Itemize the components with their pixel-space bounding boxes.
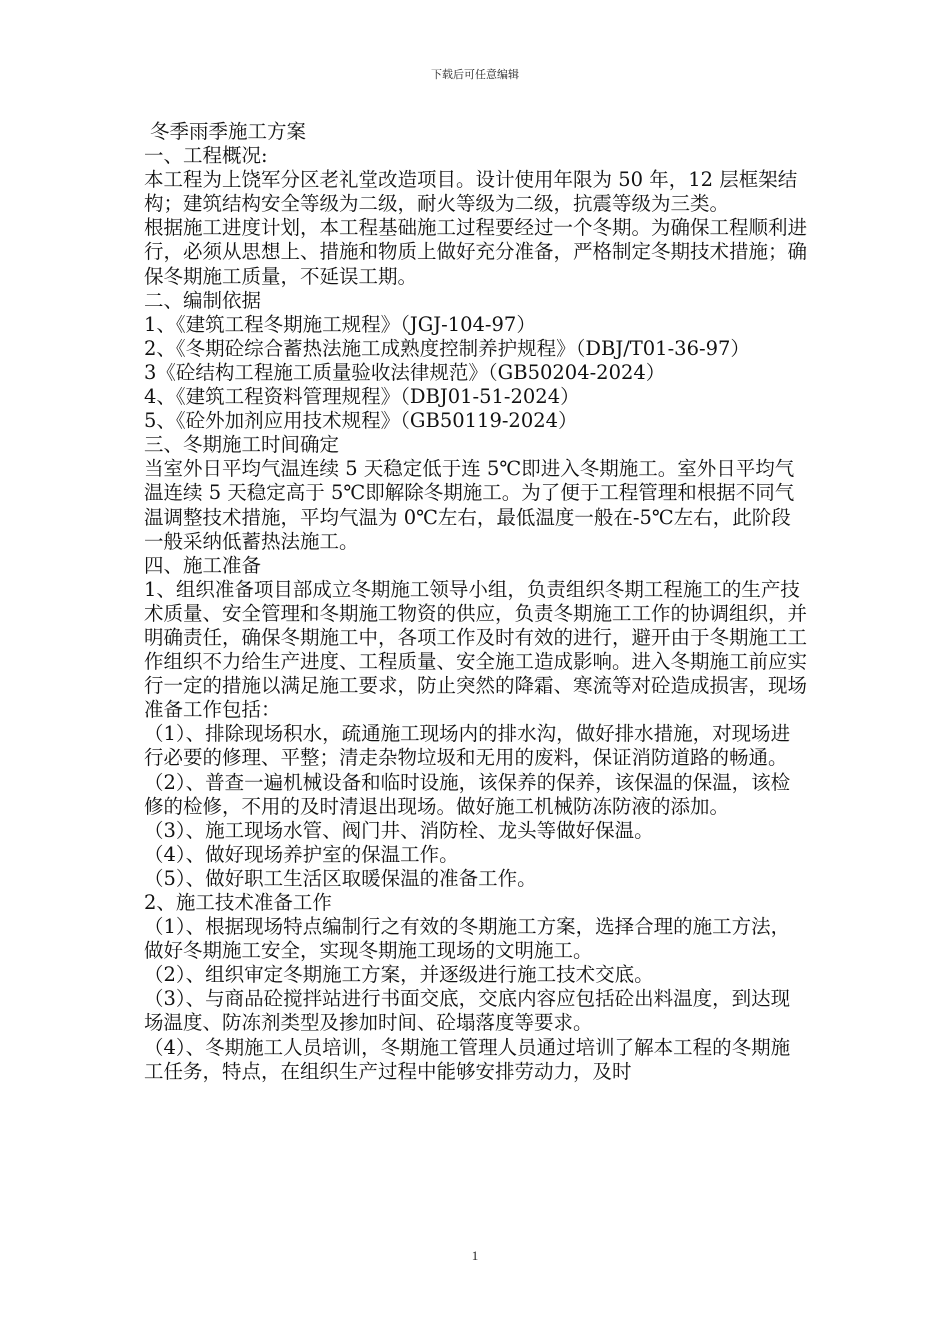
section-heading: 一、工程概况: [144, 144, 268, 168]
section-heading: 四、施工准备 [144, 553, 262, 577]
page-number: 1 [471, 1248, 479, 1263]
list-item: （3）、与商品砼搅拌站进行书面交底，交底内容应包括砼出料温度，到达现场温度、防冻剂类型及掺加时间、砼塌落度等要求。 [144, 987, 791, 1035]
list-item: （5）、做好职工生活区取暖保温的准备工作。 [144, 866, 537, 890]
list-item: （1）、根据现场特点编制行之有效的冬期施工方案，选择合理的施工方法，做好冬期施工安全，实现冬期施工现场的文明施工。 [144, 915, 791, 963]
list-item: （4）、冬期施工人员培训，冬期施工管理人员通过培训了解本工程的冬期施工任务，特点，在组织生产过程中能够安排劳动力，及时 [144, 1035, 791, 1083]
list-item: （2）、普查一遍机械设备和临时设施，该保养的保养，该保温的保温，该检修的检修，不用的及时清退出现场。做好施工机械防冻防液的添加。 [144, 770, 791, 818]
section-heading: 二、编制依据 [144, 288, 262, 312]
paragraph: 本工程为上饶军分区老礼堂改造项目。设计使用年限为 50 年，12 层框架结构；建筑结构安全等级为二级，耐火等级为二级，抗震等级为三类。 [144, 168, 798, 216]
subsection-heading: 2、施工技术准备工作 [144, 891, 332, 914]
paragraph: 1、组织准备项目部成立冬期施工领导小组，负责组织冬期工程施工的生产技术质量、安全管理和冬期施工物资的供应，负责冬期施工工作的协调组织，并明确责任，确保冬期施工中，各项工作及时有效的进行，避开由于冬期施工工作组织不力给生产进度、工程质量、安全施工造成影响。进入冬期施工前应实行一定的措施以满足施工要求，防止突然的降霜、寒流等对砼造成损害，现场准备工作包括： [144, 577, 808, 722]
list-item: （2）、组织审定冬期施工方案，并逐级进行施工技术交底。 [144, 963, 654, 987]
paragraph: 当室外日平均气温连续 5 天稳定低于连 5℃即进入冬期施工。室外日平均气温连续 5 天稳定高于 5℃即解除冬期施工。为了便于工程管理和根据不同气温调整技术措施，平均气温为 0℃左右，最低温度一般在-5℃左右，此阶段一般采纳低蓄热法施工。 [144, 457, 795, 553]
reference-item: 4、《建筑工程资料管理规程》（DBJ01-51-2024） [144, 385, 580, 409]
list-item: （4）、做好现场养护室的保温工作。 [144, 842, 459, 866]
list-item: （3）、施工现场水管、阀门井、消防栓、龙头等做好保温。 [144, 818, 654, 842]
document-body [144, 120, 808, 1084]
reference-item: 5、《砼外加剂应用技术规程》（GB50119-2024） [144, 409, 578, 433]
reference-item: 2、《冬期砼综合蓄热法施工成熟度控制养护规程》（DBJ/T01-36-97） [144, 336, 750, 360]
page-header: 下载后可任意编辑 [431, 68, 519, 81]
paragraph: 根据施工进度计划，本工程基础施工过程要经过一个冬期。为确保工程顺利进行，必须从思想上、措施和物质上做好充分准备，严格制定冬期技术措施；确保冬期施工质量，不延误工期。 [144, 216, 808, 288]
document-title: 冬季雨季施工方案 [150, 120, 307, 143]
reference-item: 3《砼结构工程施工质量验收法律规范》（GB50204-2024） [144, 360, 666, 384]
reference-item: 1、《建筑工程冬期施工规程》（JGJ-104-97） [144, 312, 536, 336]
list-item: （1）、排除现场积水，疏通施工现场内的排水沟，做好排水措施，对现场进行必要的修理、平整；清走杂物垃圾和无用的废料，保证消防道路的畅通。 [144, 722, 791, 770]
section-heading: 三、冬期施工时间确定 [144, 433, 340, 457]
